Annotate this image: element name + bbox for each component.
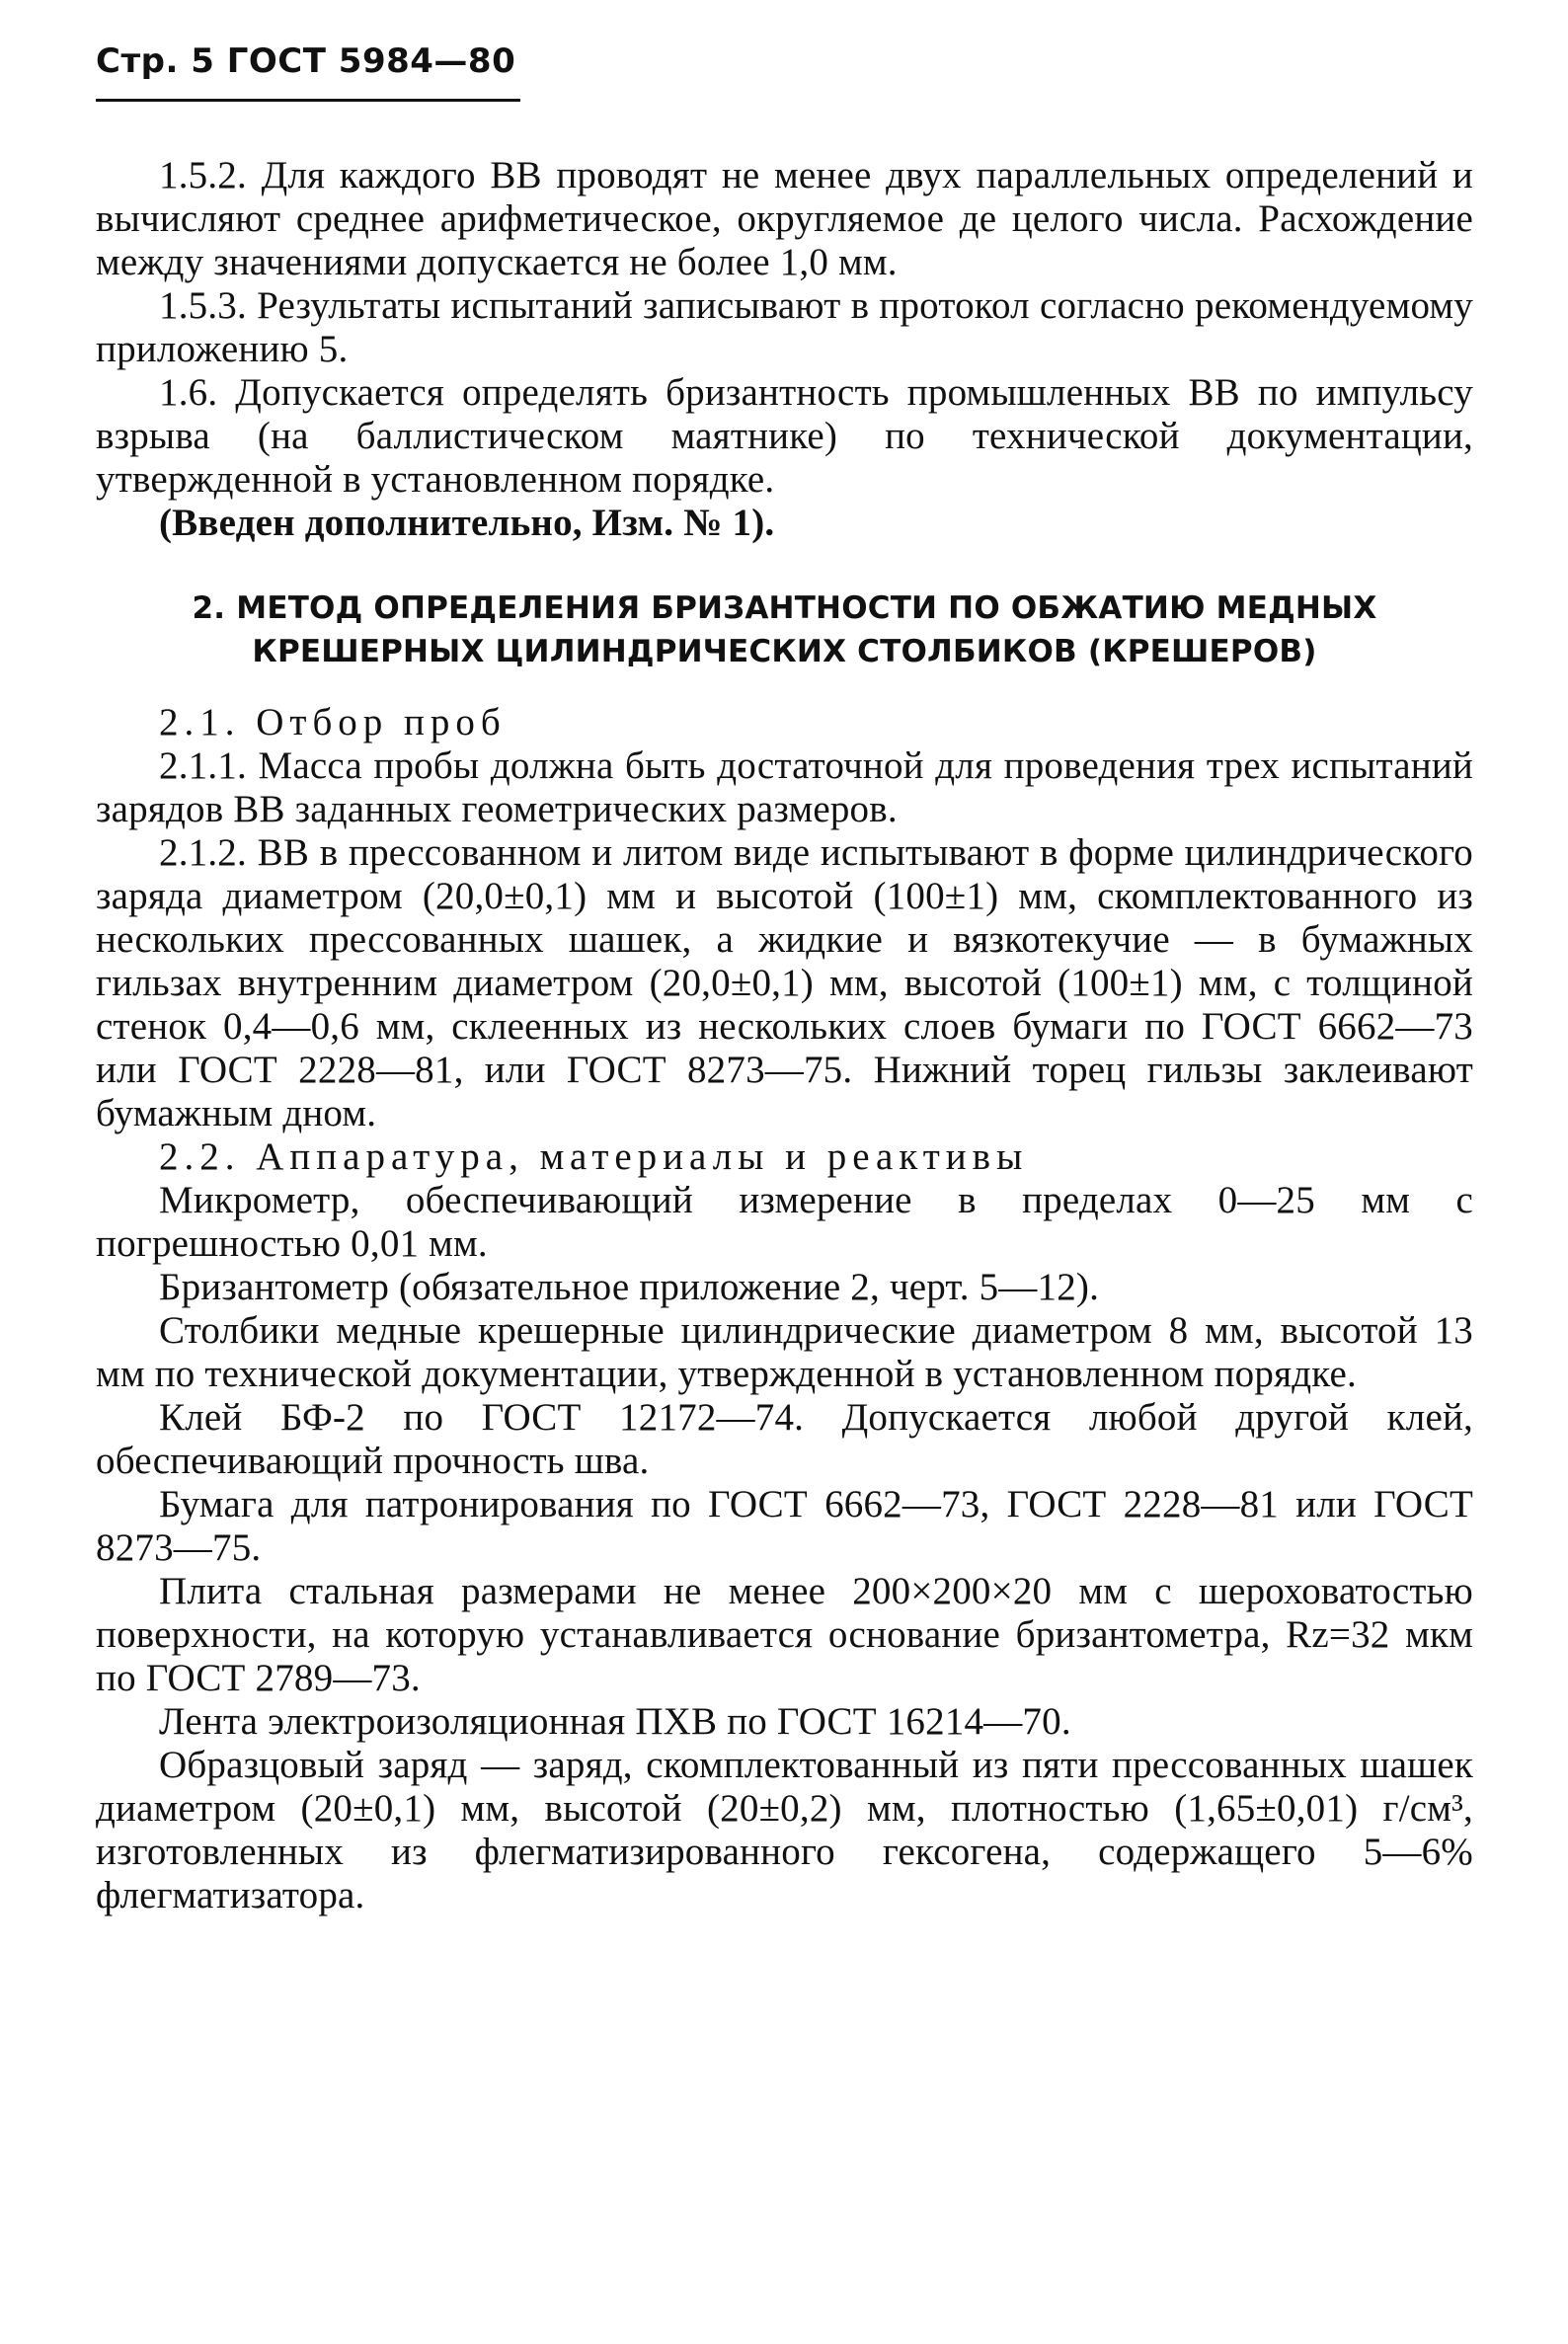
header-rule (96, 99, 520, 102)
paragraph-brisantometer: Бризантометр (обязательное приложение 2, черт. 5—12). (159, 1266, 1100, 1308)
paragraph-1-5-2: 1.5.2. Для каждого ВВ проводят не менее двух параллельных определений и вычисляют среднее арифметическое, округляемое де целого числа. Расхождение между значениями допускается не более 1,0 мм. (96, 154, 1473, 283)
amendment-note: (Введен дополнительно, Изм. № 1). (159, 502, 775, 544)
document-body (96, 154, 1473, 1917)
subsection-2-1-heading: 2.1. Отбор проб (159, 701, 507, 743)
paragraph-copper-columns: Столбики медные крешерные цилиндрические диаметром 8 мм, высотой 13 мм по технической документации, утвержденной в установленном порядке. (96, 1309, 1473, 1395)
section-2-title: 2. МЕТОД ОПРЕДЕЛЕНИЯ БРИЗАНТНОСТИ ПО ОБЖАТИЮ МЕДНЫХ КРЕШЕРНЫХ ЦИЛИНДРИЧЕСКИХ СТОЛБИКОВ (КРЕШЕРОВ) (192, 590, 1377, 669)
paragraph-insulating-tape: Лента электроизоляционная ПХВ по ГОСТ 16214—70. (159, 1700, 1071, 1743)
paragraph-2-1-1: 2.1.1. Масса пробы должна быть достаточной для проведения трех испытаний зарядов ВВ заданных геометрических размеров. (96, 744, 1473, 830)
paragraph-paper: Бумага для патронирования по ГОСТ 6662—73, ГОСТ 2228—81 или ГОСТ 8273—75. (96, 1483, 1473, 1569)
paragraph-glue: Клей БФ-2 по ГОСТ 12172—74. Допускается любой другой клей, обеспечивающий прочность шва. (96, 1396, 1473, 1482)
paragraph-2-1-2: 2.1.2. ВВ в прессованном и литом виде испытывают в форме цилиндрического заряда диаметром (20,0±0,1) мм и высотой (100±1) мм, скомплектованного из нескольких прессованных шашек, а жидкие и вязкотекучие — в бумажных гильзах внутренним диаметром (20,0±0,1) мм, высотой (100±1) мм, с толщиной стенок 0,4—0,6 мм, склеенных из нескольких слоев бумаги по ГОСТ 6662—73 или ГОСТ 2228—81, или ГОСТ 8273—75. Нижний торец гильзы заклеивают бумажным дном. (96, 831, 1473, 1134)
paragraph-1-6: 1.6. Допускается определять бризантность промышленных ВВ по импульсу взрыва (на баллистическом маятнике) по технической документации, утвержденной в установленном порядке. (96, 371, 1473, 501)
paragraph-micrometer: Микрометр, обеспечивающий измерение в пределах 0—25 мм с погрешностью 0,01 мм. (96, 1179, 1473, 1265)
page-header: Стр. 5 ГОСТ 5984—80 (96, 41, 516, 81)
subsection-2-2-heading: 2.2. Аппаратура, материалы и реактивы (159, 1135, 1029, 1178)
paragraph-1-5-3: 1.5.3. Результаты испытаний записывают в протокол согласно рекомендуемому приложению 5. (96, 284, 1473, 370)
paragraph-steel-plate: Плита стальная размерами не менее 200×200×20 мм с шероховатостью поверхности, на которую устанавливается основание бризантометра, Rz=32 мкм по ГОСТ 2789—73. (96, 1570, 1473, 1699)
paragraph-reference-charge: Образцовый заряд — заряд, скомплектованный из пяти прессованных шашек диаметром (20±0,1) мм, высотой (20±0,2) мм, плотностью (1,65±0,01) г/см³, изготовленных из флегматизированного гексогена, содержащего 5—6% флегматизатора. (96, 1744, 1473, 1916)
